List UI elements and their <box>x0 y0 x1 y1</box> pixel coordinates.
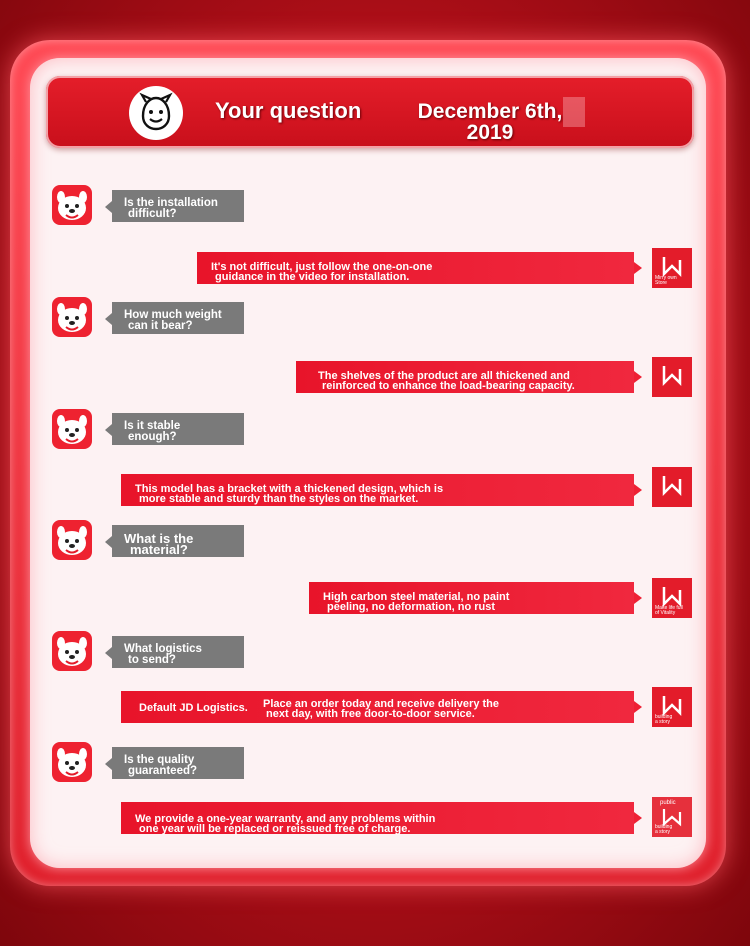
question-line-2: material? <box>130 542 188 557</box>
store-caption-1: building <box>655 714 673 720</box>
question-line-2: enough? <box>128 431 177 443</box>
question-bubble <box>112 525 244 557</box>
question-line-1: Is it stable <box>124 420 181 432</box>
answer-bubble <box>296 361 634 393</box>
smiley-mascot-icon <box>129 86 183 140</box>
store-caption-2: a story <box>655 829 671 835</box>
store-caption-1: Mirry own <box>655 275 677 281</box>
question-line-2: to send? <box>128 654 176 666</box>
question-line-1: What is the <box>124 531 194 546</box>
date-line-2: 2019 <box>466 121 514 144</box>
store-caption-2: a story <box>655 719 671 725</box>
answer-line-1: The shelves of the product are all thickened and <box>318 370 570 382</box>
store-caption-2: of Vitality <box>655 610 676 616</box>
question-bubble <box>112 636 244 668</box>
answer-line-1: This model has a bracket with a thickened design, which is <box>135 483 444 495</box>
question-line-2: guaranteed? <box>128 765 198 777</box>
store-logo-icon <box>652 357 692 397</box>
dog-mascot-icon <box>52 520 92 560</box>
question-line-1: Is the installation <box>124 197 218 209</box>
answer-line-2: more stable and sturdy than the styles on the market. <box>139 493 419 505</box>
page-title: Your question <box>215 98 362 123</box>
store-caption-top: public <box>660 800 676 806</box>
question-bubble <box>112 747 244 779</box>
answer-line-3: next day, with free door-to-door service. <box>266 708 475 720</box>
dog-mascot-icon <box>52 409 92 449</box>
date-line-1: December 6th, <box>417 100 563 123</box>
answer-line-2: peeling, no deformation, no rust <box>327 601 496 613</box>
answer-line-2: one year will be replaced or reissued free of charge. <box>139 823 411 835</box>
answer-line-1: Default JD Logistics. <box>139 702 248 714</box>
answer-bubble <box>309 582 634 614</box>
header-decoration <box>563 97 585 127</box>
store-logo-icon <box>652 248 692 288</box>
dog-mascot-icon <box>52 185 92 225</box>
dog-mascot-icon <box>52 631 92 671</box>
store-caption-1: Make life full <box>655 605 683 611</box>
store-caption-1: building <box>655 824 673 830</box>
answer-line-1: High carbon steel material, no paint <box>323 591 510 603</box>
store-logo-icon <box>652 687 692 727</box>
answer-line-1: It's not difficult, just follow the one-on-one <box>211 261 433 273</box>
store-logo-icon <box>652 467 692 507</box>
answer-bubble <box>197 252 634 284</box>
question-line-2: difficult? <box>128 208 177 220</box>
question-line-1: What logistics <box>124 643 202 655</box>
answer-line-2: Place an order today and receive delivery the <box>263 698 499 710</box>
question-bubble <box>112 413 244 445</box>
store-caption-2: Store <box>655 280 667 286</box>
dog-mascot-icon <box>52 297 92 337</box>
answer-line-2: reinforced to enhance the load-bearing capacity. <box>322 380 575 392</box>
store-logo-icon <box>652 578 692 618</box>
question-line-2: can it bear? <box>128 320 193 332</box>
question-line-1: Is the quality <box>124 754 195 766</box>
answer-bubble <box>121 802 634 834</box>
answer-line-2: guidance in the video for installation. <box>215 271 410 283</box>
question-bubble <box>112 190 244 222</box>
question-bubble <box>112 302 244 334</box>
answer-bubble <box>121 474 634 506</box>
dog-mascot-icon <box>52 742 92 782</box>
store-logo-icon <box>652 797 692 837</box>
question-line-1: How much weight <box>124 309 222 321</box>
answer-line-1: We provide a one-year warranty, and any problems within <box>135 813 436 825</box>
answer-bubble <box>121 691 634 723</box>
date-label <box>390 101 590 143</box>
